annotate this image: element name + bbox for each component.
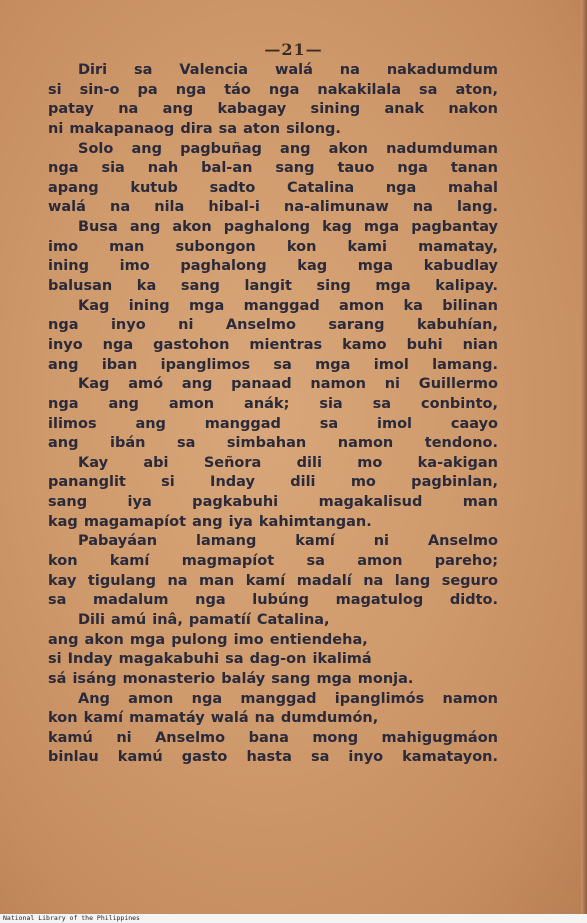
text-line: kon kamí magmapíot sa amon pareho; [48,553,498,570]
text-line: apang kutub sadto Catalina nga mahal [48,179,498,196]
text-line: Pabayáan lamang kamí ni Anselmo [78,533,498,550]
text-line: sang iya pagkabuhi magakalisud man [48,494,498,511]
text-line: kamú ni Anselmo bana mong mahigugmáon [48,729,498,746]
text-line: nga inyo ni Anselmo sarang kabuhían, [48,317,498,334]
text-line: nga ang amon anák; sia sa conbinto, [48,395,498,412]
text-line: ang akon mga pulong imo entiendeha, [48,631,368,648]
text-line: ang iban ipanglimos sa mga imol lamang. [48,356,498,373]
text-line: si sin-o pa nga táo nga nakakilala sa aton, [48,81,498,98]
text-line: kay tigulang na man kamí madalí na lang seguro [48,572,498,589]
text-line: sa madalum nga lubúng magatulog didto. [48,592,498,609]
text-line: nga sia nah bal-an sang tauo nga tanan [48,160,498,177]
text-line: binlau kamú gasto hasta sa inyo kamatayon. [48,749,498,766]
text-line: si Inday magakabuhi sa dag-on ikalimá [48,651,372,668]
text-line: Dili amú inâ, pamatíí Catalina, [78,611,330,628]
text-line: imo man subongon kon kami mamatay, [48,238,498,255]
text-line: Kag ining mga manggad amon ka bilinan [78,297,498,314]
page-number: —21— [264,40,323,59]
text-line: kon kamí mamatáy walá na dumdumón, [48,710,379,727]
text-line: Ang amon nga manggad ipanglimós namon [78,690,498,707]
text-line: walá na nila hibal-i na-alimunaw na lang. [48,199,498,216]
text-line: Solo ang pagbuñag ang akon nadumduman [78,140,498,157]
text-line: sá isáng monasterio baláy sang mga monja. [48,670,414,687]
text-line: ang ibán sa simbahan namon tendono. [48,435,498,452]
page-edge [581,0,587,914]
text-line: Diri sa Valencia walá na nakadumdum [78,62,498,78]
text-line: ining imo paghalong kag mga kabudlay [48,258,498,275]
text-line: ni makapanaog dira sa aton silong. [48,120,341,137]
text-line: Kag amó ang panaad namon ni Guillermo [78,376,498,393]
text-line: Kay abi Señora dili mo ka-akigan [78,454,498,471]
text-line: pananglit si Inday dili mo pagbinlan, [48,474,498,491]
text-line: patay na ang kabagay sining anak nakon [48,101,498,118]
text-line: inyo nga gastohon mientras kamo buhi nian [48,336,498,353]
text-line: ilimos ang manggad sa imol caayo [48,415,498,432]
poem-text-block [48,61,498,768]
text-line: Busa ang akon paghalong kag mga pagbantay [78,219,498,236]
library-credit: National Library of the Philippines [3,914,140,922]
text-line: balusan ka sang langit sing mga kalipay. [48,278,498,295]
text-line: kag magamapíot ang iya kahimtangan. [48,513,372,530]
footer-bar [0,914,587,923]
